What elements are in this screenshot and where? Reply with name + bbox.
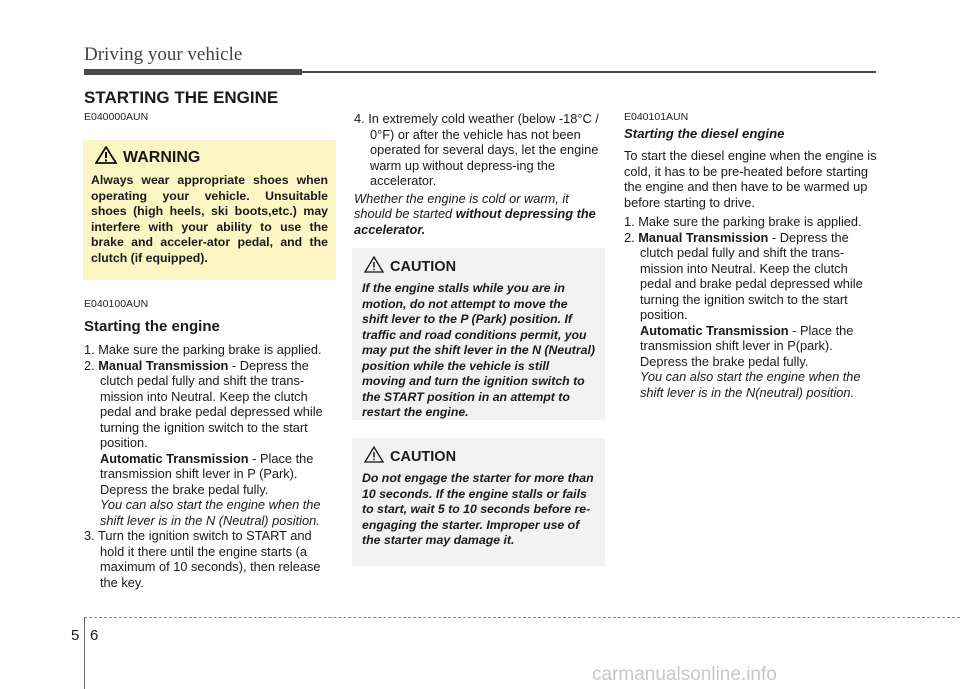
warning-box [83,140,336,280]
step-text: - Depress the clutch pedal fully and shift the trans-mission into Neutral. Keep the clutch pedal and brake pedal depressed while turning the ignition switch to the start position. [640,229,863,322]
doc-code: E040100AUN [84,298,149,310]
instructions-column-1 [84,342,336,590]
auto-label: Automatic Transmission [100,450,249,466]
step-text: - Depress the clutch pedal fully and shift the trans-mission into Neutral. Keep the clutch pedal and brake pedal depressed while turning the ignition switch to the start position. [100,357,323,450]
auto-text: - Place the transmission shift lever in P(park). Depress the brake pedal fully. [640,322,854,369]
warning-title: WARNING [123,148,201,166]
watermark: carmanualsonline.info [592,664,777,685]
page-number: 6 [90,627,99,644]
step-number: 2. [84,357,99,373]
step-number: 2. [624,229,639,245]
step-label: Manual Transmission [638,229,769,245]
step-2 [624,230,878,323]
step-1: 1. Make sure the parking brake is applied. [84,342,322,357]
step-1: 1. Make sure the parking brake is applied. [624,214,862,229]
note: You can also start the engine when the shift lever is in the N (Neutral) position. [100,497,321,528]
header-bar [84,69,302,75]
caution-box [352,248,605,420]
chapter-title: Driving your vehicle [84,44,243,65]
header-rule [302,71,876,73]
section-title: STARTING THE ENGINE [84,88,279,107]
auto-instruction [84,451,336,498]
note-bold: without depressing the accelerator. [354,206,596,237]
subheading: Starting the engine [84,318,220,335]
step-label: Manual Transmission [98,357,229,373]
doc-code: E040101AUN [624,111,689,123]
intro: To start the diesel engine when the engine is cold, it has to be pre-heated before starting the engine and then have to be warmed up before starting to drive. [624,148,877,210]
step-2 [84,358,336,451]
note: You can also start the engine when the shift lever is in the N(neutral) position. [640,369,861,400]
doc-code: E040000AUN [84,111,149,123]
auto-text: - Place the transmission shift lever in P (Park). Depress the brake pedal fully. [100,450,314,497]
caution-triangle-icon [364,446,384,468]
caution-box [352,438,605,566]
caution-text: Do not engage the starter for more than 10 seconds. If the engine stalls or fails to start, wait 5 to 10 seconds before re-engaging the starter. Improper use of the starter may damage it. [362,471,594,547]
caution-title: CAUTION [390,259,457,275]
caution-text: If the engine stalls while you are in motion, do not attempt to move the shift lever to the P (Park) position. If traffic and road conditions permit, you may put the shift lever in the N (Neutral) position while the vehicle is still moving and turn the ignition switch to the START position in an attempt to restart the engine. [362,281,595,419]
auto-label: Automatic Transmission [640,322,789,338]
warning-header [95,146,328,169]
instructions-column-2 [354,111,606,237]
caution-title: CAUTION [390,449,457,465]
warning-triangle-icon [95,146,117,169]
note [354,191,606,238]
warning-text: Always wear appropriate shoes when operating your vehicle. Unsuitable shoes (high heels, ski boots,etc.) may interfere with your ability to use the brake and acceler-ator pedal, and the clutch (if equipped). [91,173,328,265]
note-italic: Whether the engine is cold or warm, it should be started [354,190,569,221]
step-4: 4. In extremely cold weather (below -18°C / 0°F) or after the vehicle has not been operated for several days, let the engine warm up without depress-ing the accelerator. [354,111,599,188]
footer-divider [84,617,85,689]
caution-header [364,446,595,468]
instructions-column-3 [624,148,878,400]
subheading: Starting the diesel engine [624,126,785,141]
step-3: 3. Turn the ignition switch to START and hold it there until the engine starts (a maximum of 10 seconds), then release the key. [84,528,321,590]
footer-rule [84,617,960,618]
section-number: 5 [71,627,80,644]
caution-triangle-icon [364,256,384,278]
caution-header [364,256,595,278]
auto-instruction [624,323,878,370]
